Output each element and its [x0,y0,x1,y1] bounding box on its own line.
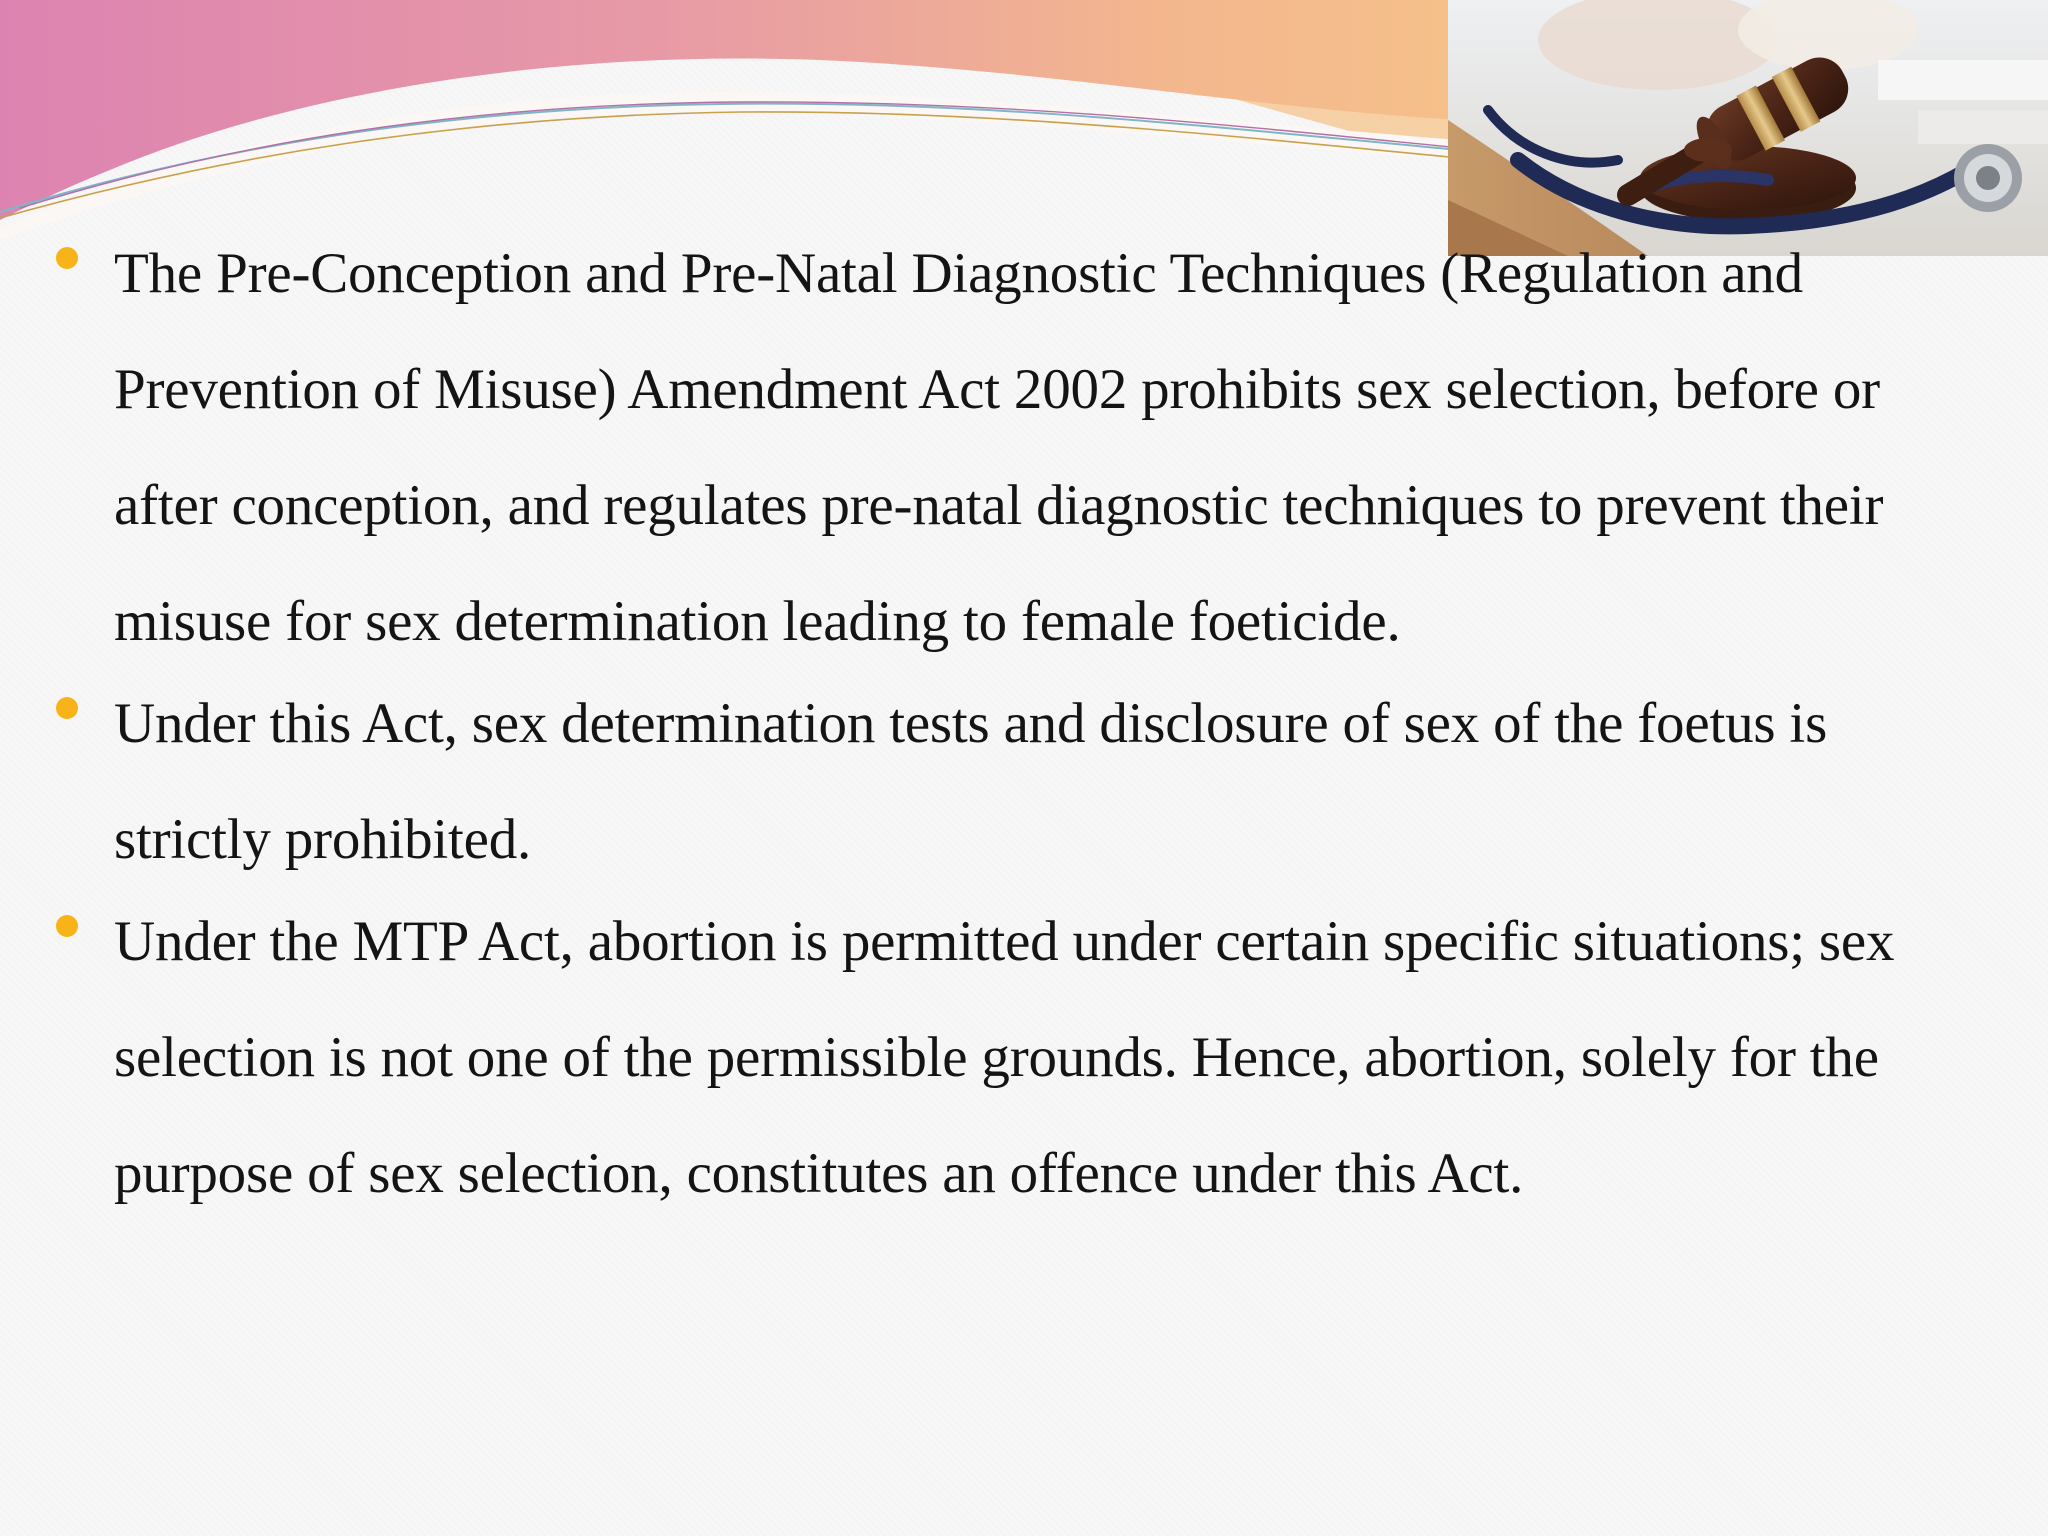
bullet-text: The Pre-Conception and Pre-Natal Diagnostic Techniques (Regulation and Prevention of Misuse) Amendment Act 2002 prohibits sex selection, before or after conception, and regulates pre-natal diagnostic techniques to prevent their misuse for sex determination leading to female foeticide. [114,242,1884,653]
bullet-dot-icon [56,915,78,937]
bullet-item [56,884,1976,1232]
bullet-item [56,216,1976,680]
bullet-text: Under this Act, sex determination tests and disclosure of sex of the foetus is strictly prohibited. [114,692,1828,871]
bullet-dot-icon [56,247,78,269]
bullet-item [56,666,1976,898]
bullet-dot-icon [56,697,78,719]
bullet-text: Under the MTP Act, abortion is permitted under certain specific situations; sex selection is not one of the permissible grounds. Hence, abortion, solely for the purpose of sex selection, constitutes an offence under this Act. [114,910,1895,1205]
bullet-list [56,242,1976,1244]
